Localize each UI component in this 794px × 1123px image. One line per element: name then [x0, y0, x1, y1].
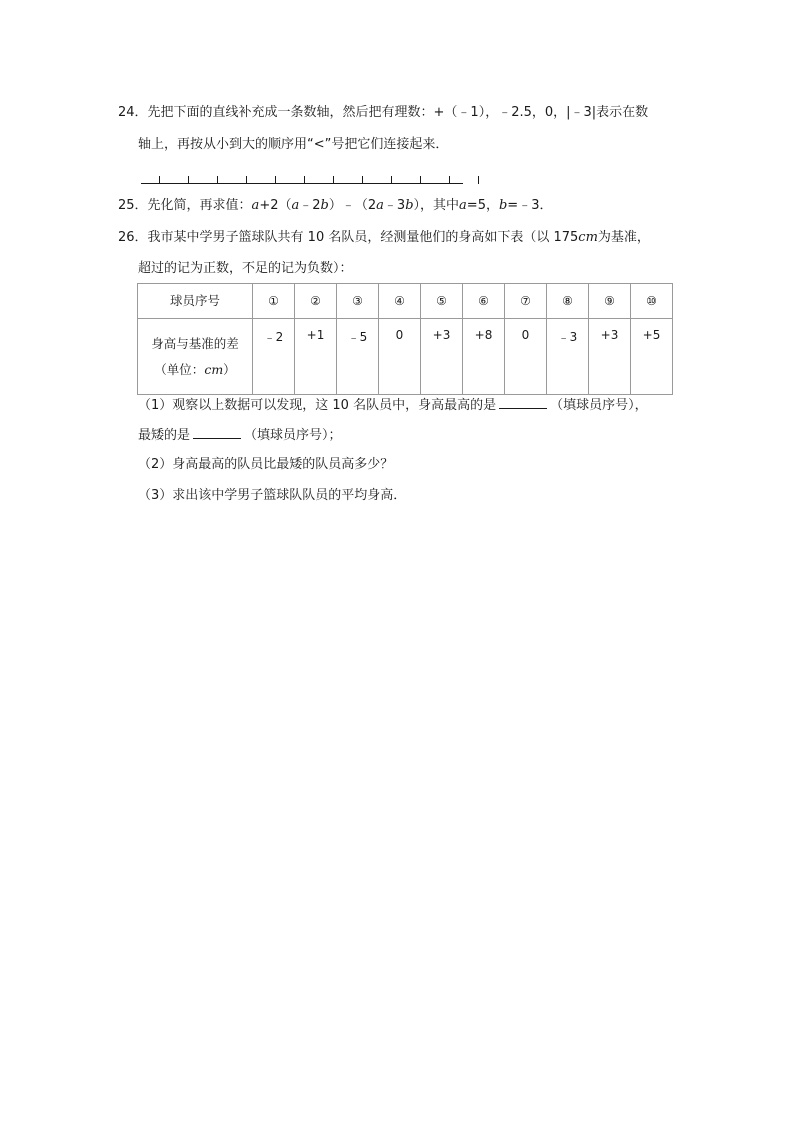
q26-line2: 超过的记为正数，不足的记为负数）： — [138, 261, 353, 276]
player-number-cell: ⑩ — [631, 284, 673, 319]
var-a: a — [376, 198, 384, 213]
height-difference-cell: +1 — [295, 319, 337, 395]
player-number-cell: ⑨ — [589, 284, 631, 319]
q26-line1-text: 26．我市某中学男子篮球队共有 10 名队员，经测量他们的身高如下表（以 175 — [118, 230, 579, 245]
q25-part: +2（ — [259, 198, 292, 213]
number-line-tick — [478, 176, 479, 184]
player-number-cell: ② — [295, 284, 337, 319]
q25-prefix: 25．先化简，再求值： — [118, 198, 252, 213]
var-a: a — [291, 198, 300, 213]
var-a: a — [251, 198, 260, 213]
height-difference-cell: 0 — [505, 319, 547, 395]
number-line-tick — [449, 176, 450, 184]
height-difference-cell: +8 — [463, 319, 505, 395]
number-line-base — [141, 183, 463, 184]
number-line-tick — [275, 176, 276, 184]
var-b: b — [498, 198, 508, 213]
player-number-cell: ③ — [337, 284, 379, 319]
height-difference-cell: +3 — [421, 319, 463, 395]
unit-prefix: （单位： — [154, 361, 205, 377]
height-difference-cell: 0 — [379, 319, 421, 395]
height-difference-cell: ﹣3 — [547, 319, 589, 395]
table-row-player-number — [138, 284, 673, 319]
incomplete-number-line — [141, 172, 463, 184]
height-difference-cell: +5 — [631, 319, 673, 395]
header-line-1: 身高与基准的差 — [151, 335, 239, 351]
height-difference-table — [137, 283, 673, 395]
height-difference-cell: +3 — [589, 319, 631, 395]
q26-line1 — [118, 229, 650, 247]
q25-part: ﹣2 — [299, 198, 321, 213]
var-b: b — [320, 198, 329, 213]
q25-part: ﹣3 — [383, 198, 406, 213]
number-line-tick — [420, 176, 421, 184]
player-number-cell: ④ — [379, 284, 421, 319]
player-number-cell: ① — [253, 284, 295, 319]
number-line-tick — [159, 176, 160, 184]
q26-sub1-line1 — [138, 395, 648, 415]
q24-line1: 24．先把下面的直线补充成一条数轴，然后把有理数：+（﹣1），﹣2.5，0，|﹣3|表示在数 — [118, 105, 649, 120]
unit-cm: cm — [578, 230, 598, 245]
number-line-tick — [217, 176, 218, 184]
q26-line1-text: 为基准， — [597, 230, 650, 245]
table-header-player-number: 球员序号 — [138, 284, 253, 319]
number-line-tick — [304, 176, 305, 184]
number-line-tick — [333, 176, 334, 184]
number-line-tick — [246, 176, 247, 184]
player-number-cell: ⑥ — [463, 284, 505, 319]
height-difference-cell: ﹣5 — [337, 319, 379, 395]
unit-suffix: ） — [223, 361, 236, 377]
q24-line2: 轴上，再按从小到大的顺序用“<”号把它们连接起来． — [138, 137, 449, 152]
q25-part: ），其中 — [413, 198, 460, 213]
q26-sub1-text: 最矮的是 — [138, 428, 191, 443]
number-line-tick — [391, 176, 392, 184]
player-number-cell: ⑦ — [505, 284, 547, 319]
unit-cm: cm — [204, 361, 224, 377]
q26-sub1-line2 — [138, 425, 342, 445]
q26-sub1-text: （1）观察以上数据可以发现，这 10 名队员中，身高最高的是 — [138, 398, 497, 413]
player-number-cell: ⑤ — [421, 284, 463, 319]
table-row-height-difference — [138, 319, 673, 395]
q26-sub1-text: （填球员序号）； — [244, 428, 342, 443]
height-difference-cell: ﹣2 — [253, 319, 295, 395]
header-line-2 — [138, 357, 252, 383]
number-line-tick — [362, 176, 363, 184]
answer-blank-tallest[interactable] — [499, 395, 547, 409]
player-number-cell: ⑧ — [547, 284, 589, 319]
q26-sub1-text: （填球员序号）， — [550, 398, 648, 413]
q25-part: =﹣3． — [507, 198, 553, 213]
q25-part: =5， — [466, 198, 499, 213]
var-a: a — [459, 198, 467, 213]
number-line-tick — [188, 176, 189, 184]
q26-sub2: （2）身高最高的队员比最矮的队员高多少？ — [138, 457, 394, 472]
q25-text — [118, 197, 552, 215]
q25-part: ）﹣（2 — [328, 198, 377, 213]
answer-blank-shortest[interactable] — [193, 425, 241, 439]
var-b: b — [405, 198, 414, 213]
table-header-height-difference — [138, 319, 253, 395]
q26-sub3: （3）求出该中学男子篮球队队员的平均身高． — [138, 488, 407, 503]
